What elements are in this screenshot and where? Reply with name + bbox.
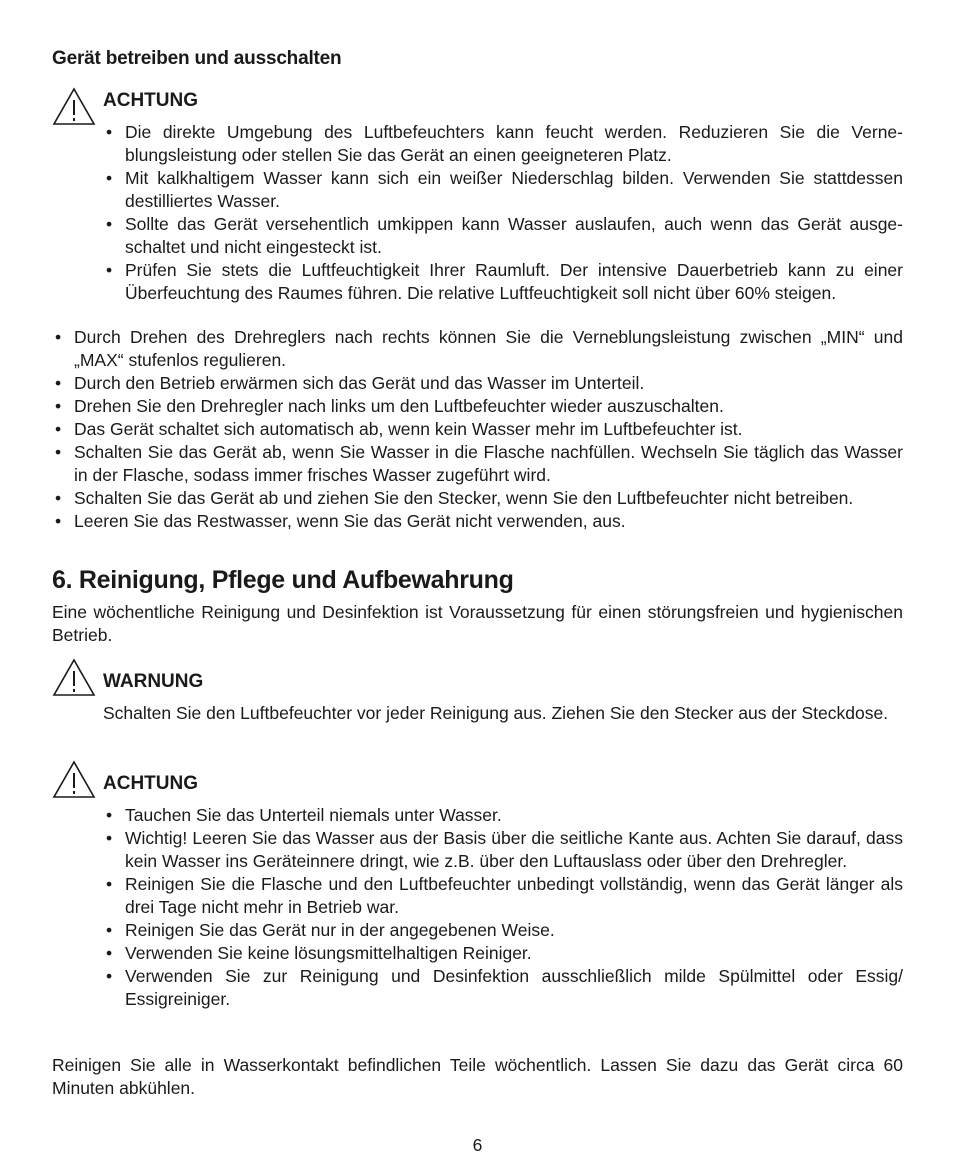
notice-title: WARNUNG: [103, 671, 204, 692]
list-item: • Wichtig! Leeren Sie das Wasser aus der Basis über die seitliche Kante aus. Achten Sie darauf, dass kein Wasser ins Geräteinnere dringt, wie z.B. über den Luftauslass oder über den Drehregler.: [106, 828, 903, 871]
list-item: • Schalten Sie das Gerät ab, wenn Sie Wasser in die Flasche nachfüllen. Wechseln Sie täglich das Wasser in der Flasche, sodass immer frisches Wasser zugeführt wird.: [55, 442, 903, 485]
section-intro: Eine wöchentliche Reinigung und Desinfektion ist Voraussetzung für einen störungsfreien und hygienischen Betrieb.: [52, 602, 903, 645]
notice-body: Schalten Sie den Luftbefeuchter vor jeder Reinigung aus. Ziehen Sie den Stecker aus der Steckdose.: [103, 703, 889, 723]
closing-paragraph: Reinigen Sie alle in Wasserkontakt befindlichen Teile wöchentlich. Lassen Sie dazu das Gerät circa 60 Minuten abkühlen.: [52, 1055, 903, 1098]
list-item: • Reinigen Sie das Gerät nur in der angegebenen Weise.: [106, 920, 555, 940]
list-item: • Leeren Sie das Restwasser, wenn Sie das Gerät nicht verwenden, aus.: [55, 511, 626, 531]
notice-body: [103, 804, 903, 1011]
section-title: 6. Reinigung, Pflege und Aufbewahrung: [52, 566, 514, 594]
list-item: • Das Gerät schaltet sich automatisch ab, wenn kein Wasser mehr im Luftbefeuchter ist.: [55, 419, 743, 439]
warning-triangle-icon: [52, 658, 96, 698]
list-item: • Verwenden Sie keine lösungsmittelhaltigen Reiniger.: [106, 943, 532, 963]
list-item: • Durch den Betrieb erwärmen sich das Gerät und das Wasser im Unterteil.: [55, 373, 645, 393]
page-number: 6: [472, 1135, 483, 1155]
list-item: • Durch Drehen des Drehreglers nach rechts können Sie die Verneblungsleistung zwischen „MIN“ und „MAX“ stufenlos regulieren.: [55, 327, 903, 370]
list-item: • Schalten Sie das Gerät ab und ziehen Sie den Stecker, wenn Sie den Luftbefeuchter nicht betreiben.: [55, 488, 854, 508]
list-item: • Sollte das Gerät versehentlich umkippen kann Wasser auslaufen, auch wenn das Gerät ausgeschaltet und nicht eingesteckt ist.: [106, 214, 903, 257]
list-item: • Verwenden Sie zur Reinigung und Desinfektion ausschließlich milde Spülmittel oder Essig/ Essigreiniger.: [106, 966, 903, 1009]
list-item: • Tauchen Sie das Unterteil niemals unter Wasser.: [106, 805, 502, 825]
notice-title: ACHTUNG: [103, 90, 198, 111]
warning-triangle-icon: [52, 760, 96, 800]
notice-title: ACHTUNG: [103, 773, 198, 794]
list-item: • Reinigen Sie die Flasche und den Luftbefeuchter unbedingt vollständig, wenn das Gerät länger als drei Tage nicht mehr in Betrieb war.: [106, 874, 903, 917]
notice-body: [103, 121, 903, 305]
list-item: • Mit kalkhaltigem Wasser kann sich ein weißer Niederschlag bilden. Verwenden Sie stattdessen destilliertes Wasser.: [106, 168, 903, 211]
subheading: Gerät betreiben und ausschalten: [52, 48, 342, 69]
warning-triangle-icon: [52, 87, 96, 127]
list-item: • Die direkte Umgebung des Luftbefeuchters kann feucht werden. Reduzieren Sie die Verneblungsleistung oder stellen Sie das Gerät an einen geeigneteren Platz.: [106, 122, 903, 165]
operation-list: [52, 326, 903, 533]
list-item: • Prüfen Sie stets die Luftfeuchtigkeit Ihrer Raumluft. Der intensive Dauerbetrieb kann zu einer Überfeuchtung des Raumes führen. Die relative Luftfeuchtigkeit soll nicht über 60% steigen.: [106, 260, 903, 303]
list-item: • Drehen Sie den Drehregler nach links um den Luftbefeuchter wieder auszuschalten.: [55, 396, 724, 416]
